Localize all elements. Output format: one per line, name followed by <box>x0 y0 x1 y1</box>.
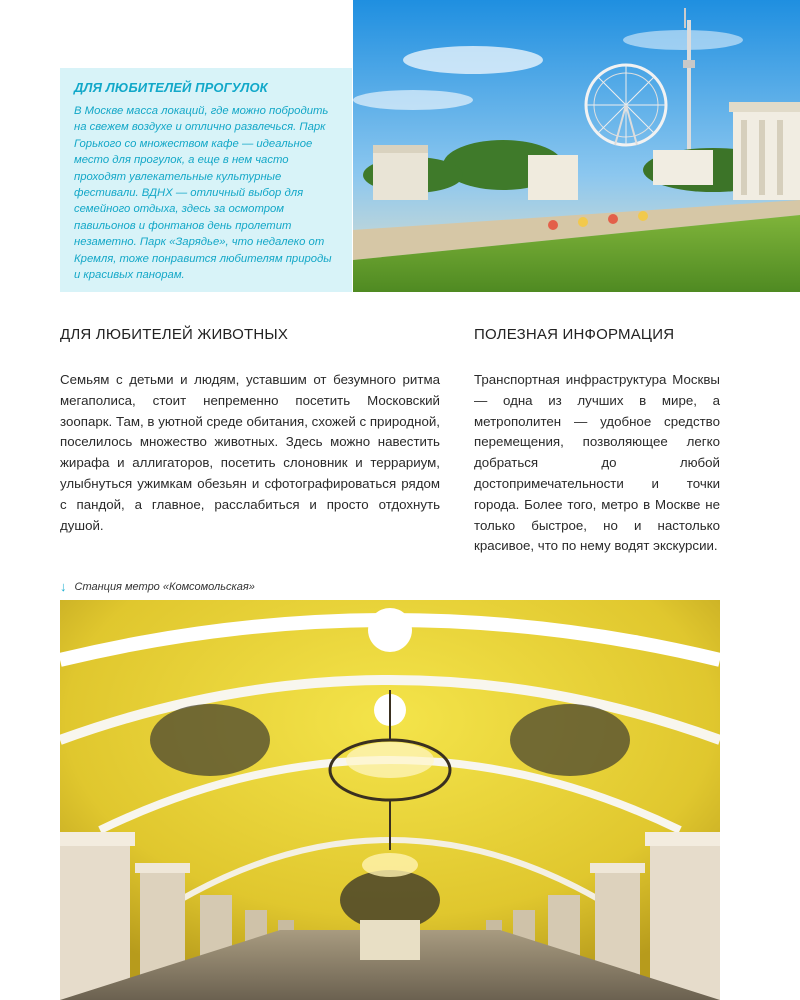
vdnh-illustration <box>353 0 800 292</box>
caption-text: Станция метро «Комсомольская» <box>74 580 255 593</box>
animals-text: Семьям с детьми и людям, уставшим от безумного ритма мегаполиса, стоит непременно посетить Московский зоопарк. Там, в уютной среде обитания, схожей с природной, поселилось множество животных. Здесь можно навестить жирафа и аллигаторов, посетить слоновник и террариум, улыбнуться ужимкам обезьян и сфотографироваться рядом с пандой, а главное, расслабиться и просто отдохнуть душой. <box>60 372 440 533</box>
arrow-down-icon: ↓ <box>60 579 67 594</box>
animals-title: ДЛЯ ЛЮБИТЕЛЕЙ ЖИВОТНЫХ <box>60 326 289 343</box>
metro-illustration <box>60 600 720 1000</box>
walks-callout <box>60 68 352 292</box>
callout-title: ДЛЯ ЛЮБИТЕЛЕЙ ПРОГУЛОК <box>74 80 268 95</box>
metro-caption <box>60 579 255 594</box>
callout-text: В Москве масса локаций, где можно побродить на свежем воздухе и отлично развлечься. Парк Горького со множеством кафе — идеальное место для прогулок, а еще в нем часто проходят увлекательные культурные фестивали. ВДНХ — отличный выбор для семейного отдыха, здесь за осмотром павильонов и фонтанов день пролетит незаметно. Парк «Зарядье», что недалеко от Кремля, тоже понравится любителям природы и красивых панорам. <box>74 105 332 282</box>
info-title: ПОЛЕЗНАЯ ИНФОРМАЦИЯ <box>474 326 675 343</box>
info-text: Транспортная инфраструктура Москвы — одна из лучших в мире, а метрополитен — удобное средство перемещения, позволяющее легко добраться до любой достопримечательности и точки города. Более того, метро в Москве не только быстрое, но и настолько красивое, что по нему водят экскурсии. <box>474 372 720 554</box>
vdnh-photo <box>353 0 800 292</box>
metro-photo <box>60 600 720 1000</box>
